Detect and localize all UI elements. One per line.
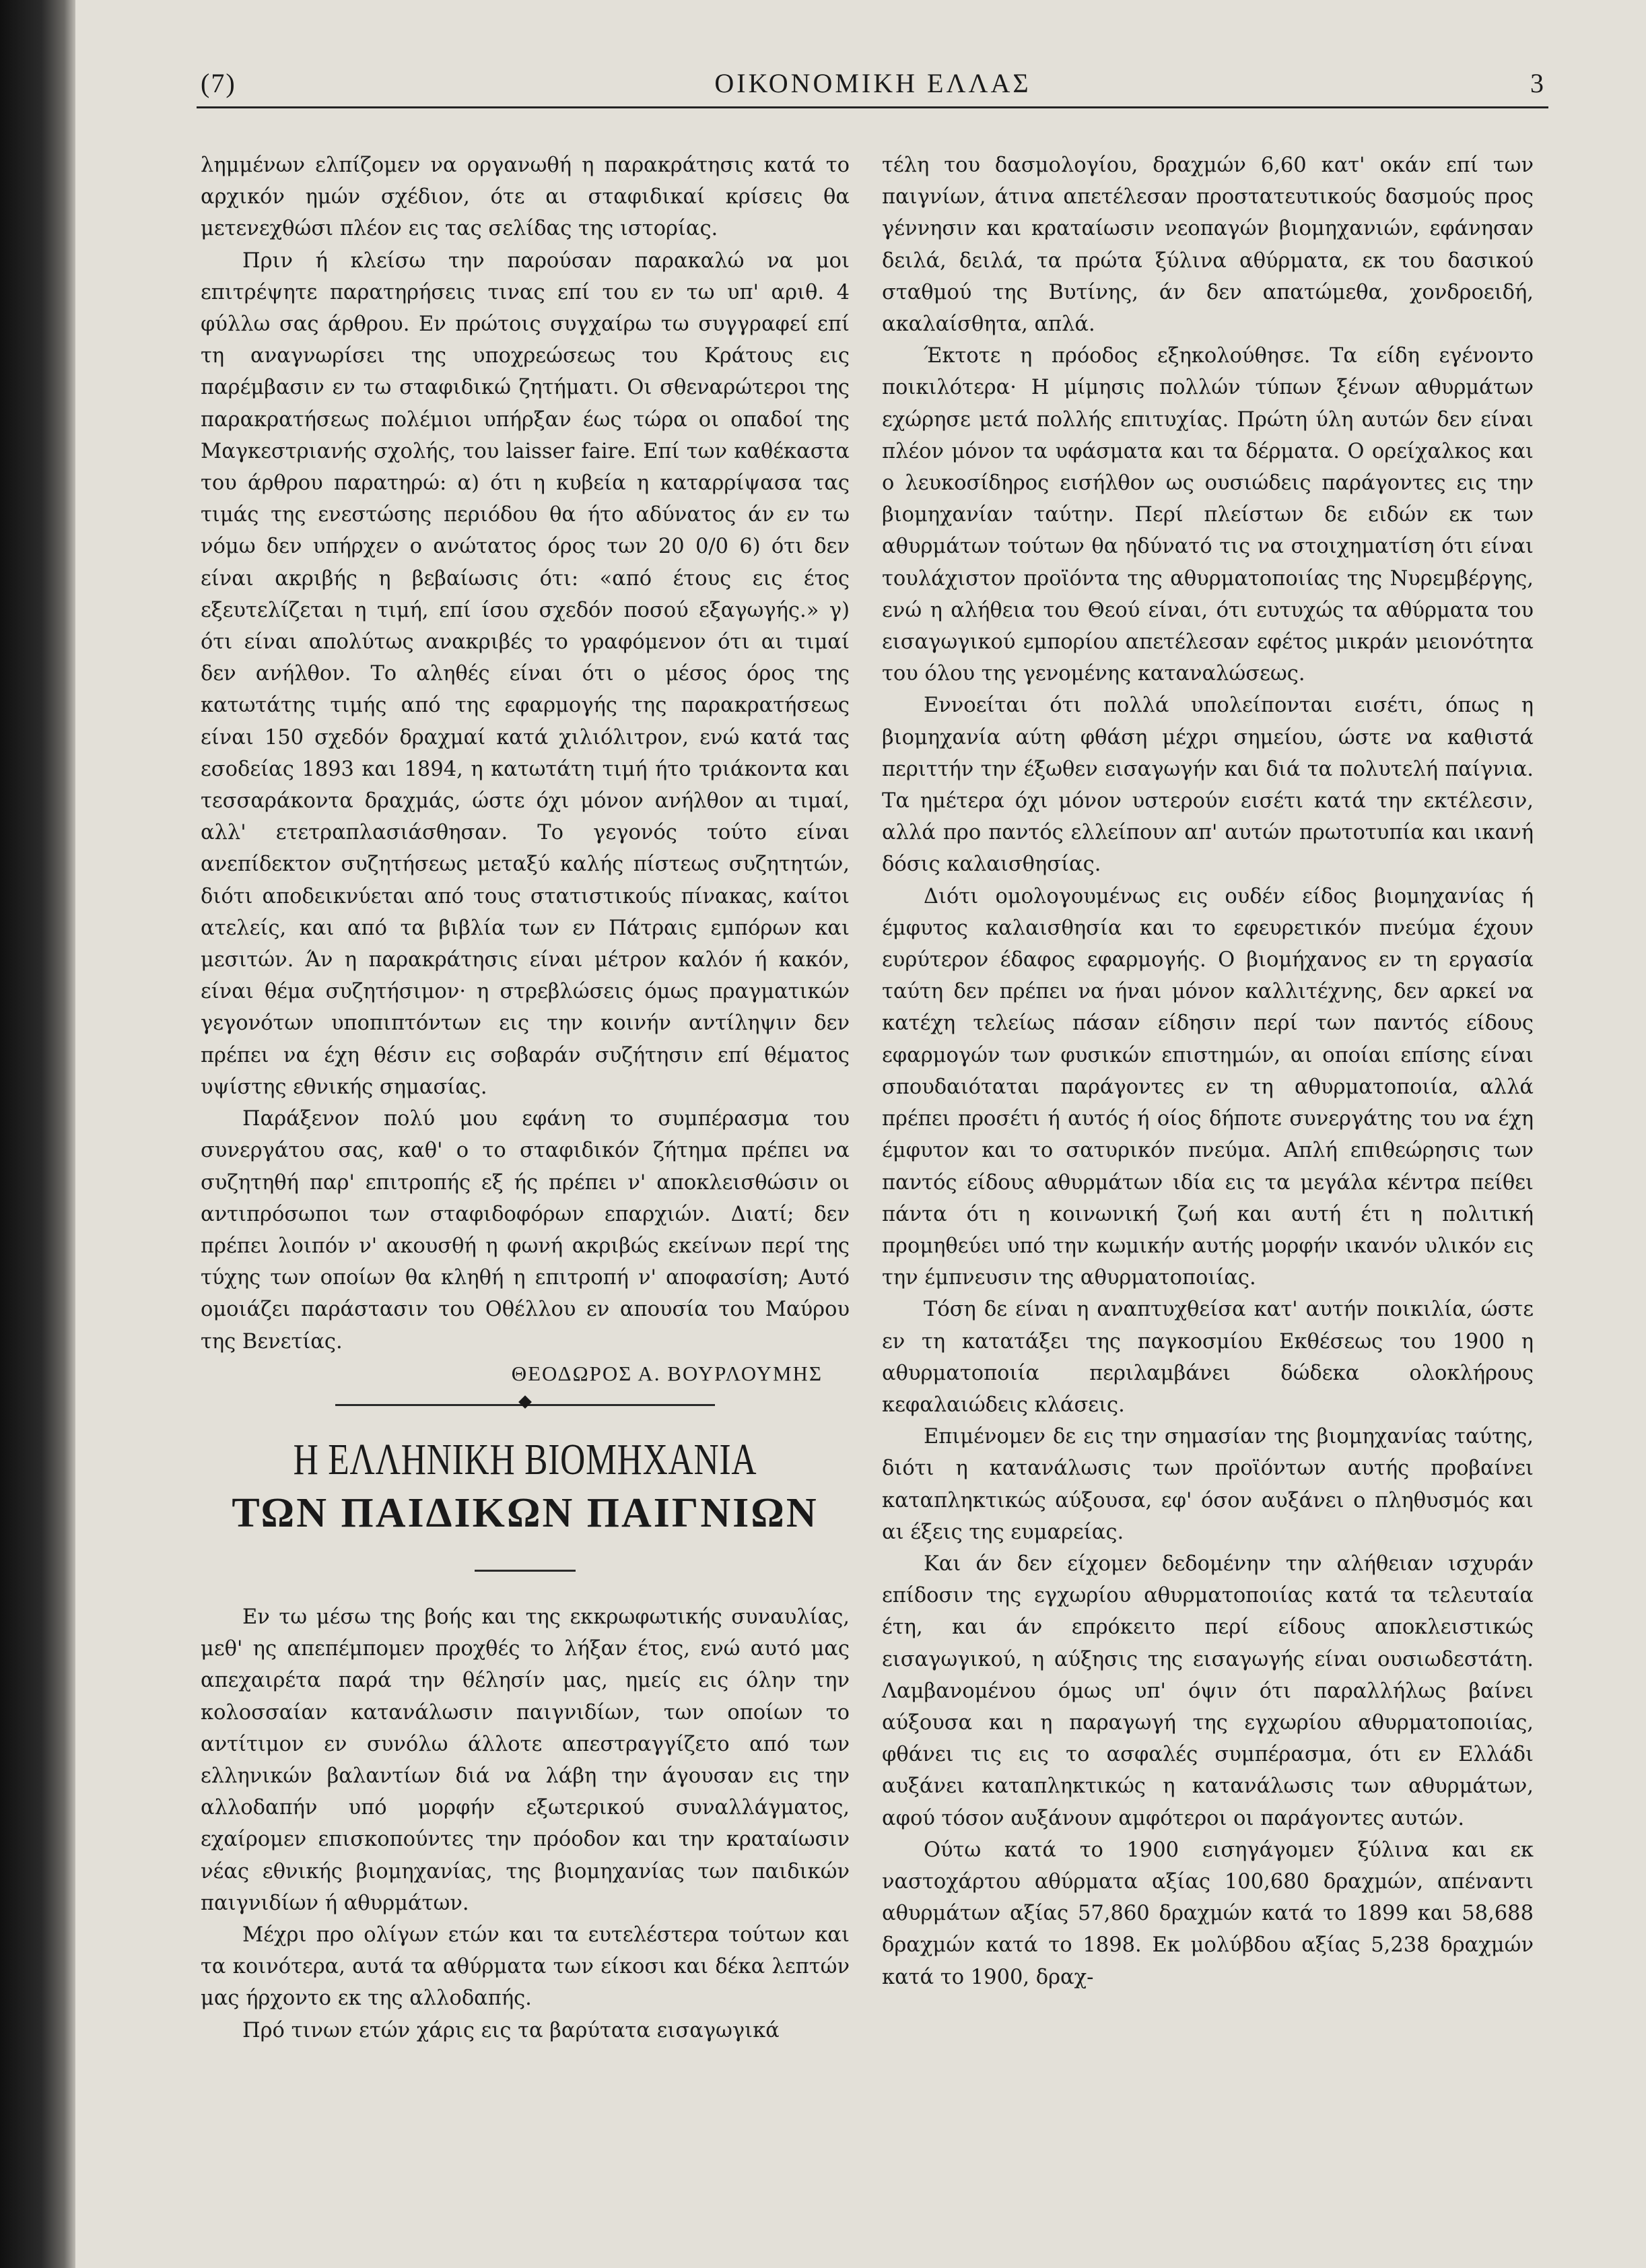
headline-line-1: Η ΕΛΛΗΝΙΚΗ ΒΙΟΜΗΧΑΝΙΑ (293, 1434, 757, 1484)
article1-paragraph: Παράξενον πολύ μου εφάνη το συμπέρασμα του συνεργάτου σας, καθ' ο το σταφιδικόν ζήτημα πρέπει να συζητηθή παρ' επιτροπής εξ ής πρέπει ν' αποκλεισθώσιν οι αντιπρόσωποι των σταφιδοφόρων επαρχιών. Διατί; δεν πρέπει λοιπόν ν' ακουσθή η φωνή ακριβώς εκείνων περί της τύχης των οποίων θα κληθή η επιτροπή ν' αποφασίση; Αυτό ομοιάζει παράστασιν του Οθέλλου εν απουσία του Μαύρου της Βενετίας. (201, 1107, 850, 1354)
journal-title: ΟΙΚΟΝΟΜΙΚΗ ΕΛΛΑΣ (714, 68, 1031, 98)
page-header (201, 67, 1545, 108)
article2-headline (201, 1432, 850, 1539)
article2-paragraph: Και άν δεν είχομεν δεδομένην την αλήθειαν ισχυράν επίδοσιν της εγχωρίου αθυρματοποιίας κατά τα τελευταία έτη, και άν επρόκειτο περί είδους αποκλειστικώς εισαγωγικού, η αύξησις της εισαγωγής είναι ουσιωδεστάτη. Λαμβανομένου όμως υπ' όψιν ότι παραλλήλως βαίνει αύξουσα και η παραγωγή της εγχωρίου αθυρματοποιίας, φθάνει τις εις το ασφαλές συμπέρασμα, ότι εν Ελλάδι αυξάνει καταπληκτικώς η κατανάλωσις των αθυρμάτων, αφού τόσον αυξάνουν αμφότεροι οι παράγοντες αυτών. (882, 1552, 1534, 1830)
article2-paragraph: Ούτω κατά το 1900 εισηγάγομεν ξύλινα και εκ ναστοχάρτου αθύρματα αξίας 100,680 δραχμών, απέναντι αθυρμάτων αξίας 57,860 δραχμών κατά το 1899 και 58,688 δραχμών κατά το 1898. Εκ μολύβδου αξίας 5,238 δραχμών κατά το 1900, δραχ- (882, 1838, 1534, 1989)
article2-paragraph: Εν τω μέσω της βοής και της εκκρωφωτικής συναυλίας, μεθ' ης απεπέμπομεν προχθές το λήξαν έτος, ενώ αυτό μας απεχαιρέτα παρά την θέλησίν μας, ημείς εις όλην την κολοσσαίαν κατανάλωσιν παιγνιδίων, των οποίων το αντίτιμον εν συνόλω άλλοτε απεστραγγίζετο από των ελληνικών βαλαντίων διά να λάβη την άγουσαν εις την αλλοδαπήν υπό μορφήν εξωτερικού συναλλάγματος, εχαίρομεν επισκοπούντες την πρόοδον και την κραταίωσιν νέας εθνικής βιομηχανίας, της βιομηχανίας των παιδικών παιγνιδίων ή αθυρμάτων. (201, 1605, 850, 1915)
article2-paragraph: Επιμένομεν δε εις την σημασίαν της βιομηχανίας ταύτης, διότι η κατανάλωσις των προϊόντων αυτής προβαίνει καταπληκτικώς αύξουσα, εφ' όσον αυξάνει ο πληθυσμός και αι έξεις της ευμαρείας. (882, 1425, 1534, 1544)
article2-paragraph: Τόση δε είναι η αναπτυχθείσα κατ' αυτήν ποικιλία, ώστε εν τη κατατάξει της παγκοσμίου Εκθέσεως του 1900 η αθυρματοποιία περιλαμβάνει δώδεκα ολοκλήρους κεφαλαιώδεις κλάσεις. (882, 1298, 1534, 1417)
article1-paragraph: λημμένων ελπίζομεν να οργανωθή η παρακράτησις κατά το αρχικόν ημών σχέδιον, ότε αι σταφιδικαί κρίσεις θα μετενεχθώσι πλέον εις τας σελίδας της ιστορίας. (201, 154, 850, 241)
headline-rule (475, 1570, 576, 1572)
header-rule (197, 106, 1548, 108)
article2-paragraph: τέλη του δασμολογίου, δραχμών 6,60 κατ' οκάν επί των παιγνίων, άτινα απετέλεσαν προστατευτικούς δασμούς προς γέννησιν και κραταίωσιν νεοπαγών βιομηχανιών, εφάνησαν δειλά, δειλά, τα πρώτα ξύλινα αθύρματα, εκ του δασικού σταθμού της Βυτίνης, άν δεν απατώμεθα, χονδροειδή, ακαλαίσθητα, απλά. (882, 154, 1534, 337)
article2-paragraph: Διότι ομολογουμένως εις ουδέν είδος βιομηχανίας ή έμφυτος καλαισθησία και το εφευρετικόν πνεύμα έχουν ευρύτερον έδαφος εφαρμογής. Ο βιομήχανος εν τη εργασία ταύτη δεν πρέπει να ήναι μόνον καλλιτέχνης, δεν αρκεί να κατέχη τελείως πάσαν είδησιν περί των παντός είδους εφαρμογών των φυσικών επιστημών, αι οποίαι επίσης είναι σπουδαιόταται παράγοντες εν τη αθυρματοποιία, αλλά πρέπει προσέτι ή αυτός ή οίος δήποτε συνεργάτης του να έχη έμφυτον και το σατυρικόν πνεύμα. Απλή επιθεώρησις των παντός είδους αθυρμάτων ιδία εις τα μεγάλα κέντρα πείθει πάντα ότι η κοινωνική ζωή και αυτή έτι η πολιτική προμηθεύει υπό την κωμικήν αυτής μορφήν ικανόν υλικόν εις την έμπνευσιν της αθυρματοποιίας. (882, 884, 1534, 1290)
article2-paragraph: Πρό τινων ετών χάρις εις τα βαρύτατα εισαγωγικά (242, 2018, 780, 2042)
headline-line-2: ΤΩΝ ΠΑΙΔΙΚΩΝ ΠΑΙΓΝΙΩΝ (232, 1490, 819, 1536)
divider-ornament (518, 1395, 532, 1409)
article1-paragraph: Πριν ή κλείσω την παρούσαν παρακαλώ να μοι επιτρέψητε παρατηρήσεις τινας επί του εν τω υπ' αριθ. 4 φύλλω σας άρθρου. Εν πρώτοις συγχαίρω τω συγγραφεί επί τη αναγνωρίσει της υποχρεώσεως του Κράτους εις παρέμβασιν εν τω σταφιδικώ ζητήματι. Οι σθεναρώτεροι της παρακρατήσεως πολέμιοι υπήρξαν έως τώρα οι οπαδοί της Μαγκεστριανής σχολής, του laisser faire. Επί των καθέκαστα του άρθρου παρατηρώ: α) ότι η κυβεία η καταρρίψασα τας τιμάς της ενεστώσης περιόδου θα ήτο αδύνατος άν εν τω νόμω δεν υπήρχεν ο ανώτατος όρος των 20 0/0 6) ότι δεν είναι ακριβής η βεβαίωσις ότι: «από έτους εις έτος εξευτελίζεται η τιμή, επί ίσου σχεδόν ποσού εξαγωγής.» γ) ότι είναι απολύτως ανακριβές το γραφόμενον ότι αι τιμαί δεν ανήλθον. Το αληθές είναι ότι ο μέσος όρος της κατωτάτης τιμής από της εφαρμογής της παρακρατήσεως είναι 150 σχεδόν δραχμαί κατά χιλιόλιτρον, ενώ κατά τας εσοδείας 1893 και 1894, η κατωτάτη τιμή ήτο τριάκοντα και τεσσαράκοντα δραχμάς, ώστε όχι μόνον ανήλθον αι τιμαί, αλλ' ετετραπλασιάσθησαν. Το γεγονός τούτο είναι ανεπίδεκτον συζητήσεως μεταξύ καλής πίστεως συζητητών, διότι αποδεικνύεται από τους στατιστικούς πίνακας, καίτοι ατελείς, και από τα βιβλία των εν Πάτραις εμπόρων και μεσιτών. Άν η παρακράτησις είναι μέτρον καλόν ή κακόν, είναι θέμα συζητήσιμον· η στρεβλώσεις όμως πραγματικών γεγονότων υποπιπτόντων εις την κοινήν αντίληψιν δεν πρέπει να έχη θέσιν εις σοβαράν συζήτησιν επί θέματος υψίστης εθνικής σημασίας. (201, 248, 850, 1099)
article2-paragraph: Εννοείται ότι πολλά υπολείπονται εισέτι, όπως η βιομηχανία αύτη φθάση μέχρι σημείου, ώστε να καθιστά περιττήν την έξωθεν εισαγωγήν και διά τα πολυτελή παίγνια. Τα ημέτερα όχι μόνον υστερούν εισέτι κατά την εκτέλεσιν, αλλά προ παντός ελλείπουν απ' αυτών πρωτοτυπία και ικανή δόσις καλαισθησίας. (882, 694, 1534, 877)
right-column (882, 149, 1534, 1993)
article1-signature: ΘΕΟΔΩΡΟΣ Α. ΒΟΥΡΛΟΥΜΗΣ (511, 1361, 823, 1385)
left-column (201, 149, 850, 2046)
page-left-number: (7) (201, 68, 236, 98)
article2-paragraph: Μέχρι προ ολίγων ετών και τα ευτελέστερα τούτων και τα κοινότερα, αυτά τα αθύρματα των είκοσι και δέκα λεπτών μας ήρχοντο εκ της αλλοδαπής. (201, 1923, 850, 2011)
section-divider (201, 1389, 850, 1419)
book-spine-shadow (0, 0, 75, 2268)
page-number: 3 (1530, 68, 1545, 98)
article2-paragraph: Έκτοτε η πρόοδος εξηκολούθησε. Τα είδη εγένοντο ποικιλότερα· Η μίμησις πολλών τύπων ξένων αθυρμάτων εχώρησε μετά πολλής επιτυχίας. Πρώτη ύλη αυτών δεν είναι πλέον μόνον τα υφάσματα και τα δέρματα. Ο ορείχαλκος και ο λευκοσίδηρος εισήλθον ως ουσιώδεις παράγοντες εις την βιομηχανίαν ταύτην. Περί πλείστων δε ειδών εκ των αθυρμάτων τούτων θα ηδύνατό τις να στοιχηματίση ότι είναι τουλάχιστον προϊόντα της αθυρματοποιίας της Νυρεμβέργης, ενώ η αλήθεια του Θεού είναι, ότι ευτυχώς τα αθύρματα του εισαγωγικού εμπορίου απετέλεσαν εφέτος μικράν μειονότητα του όλου της γενομένης καταναλώσεως. (882, 344, 1534, 686)
